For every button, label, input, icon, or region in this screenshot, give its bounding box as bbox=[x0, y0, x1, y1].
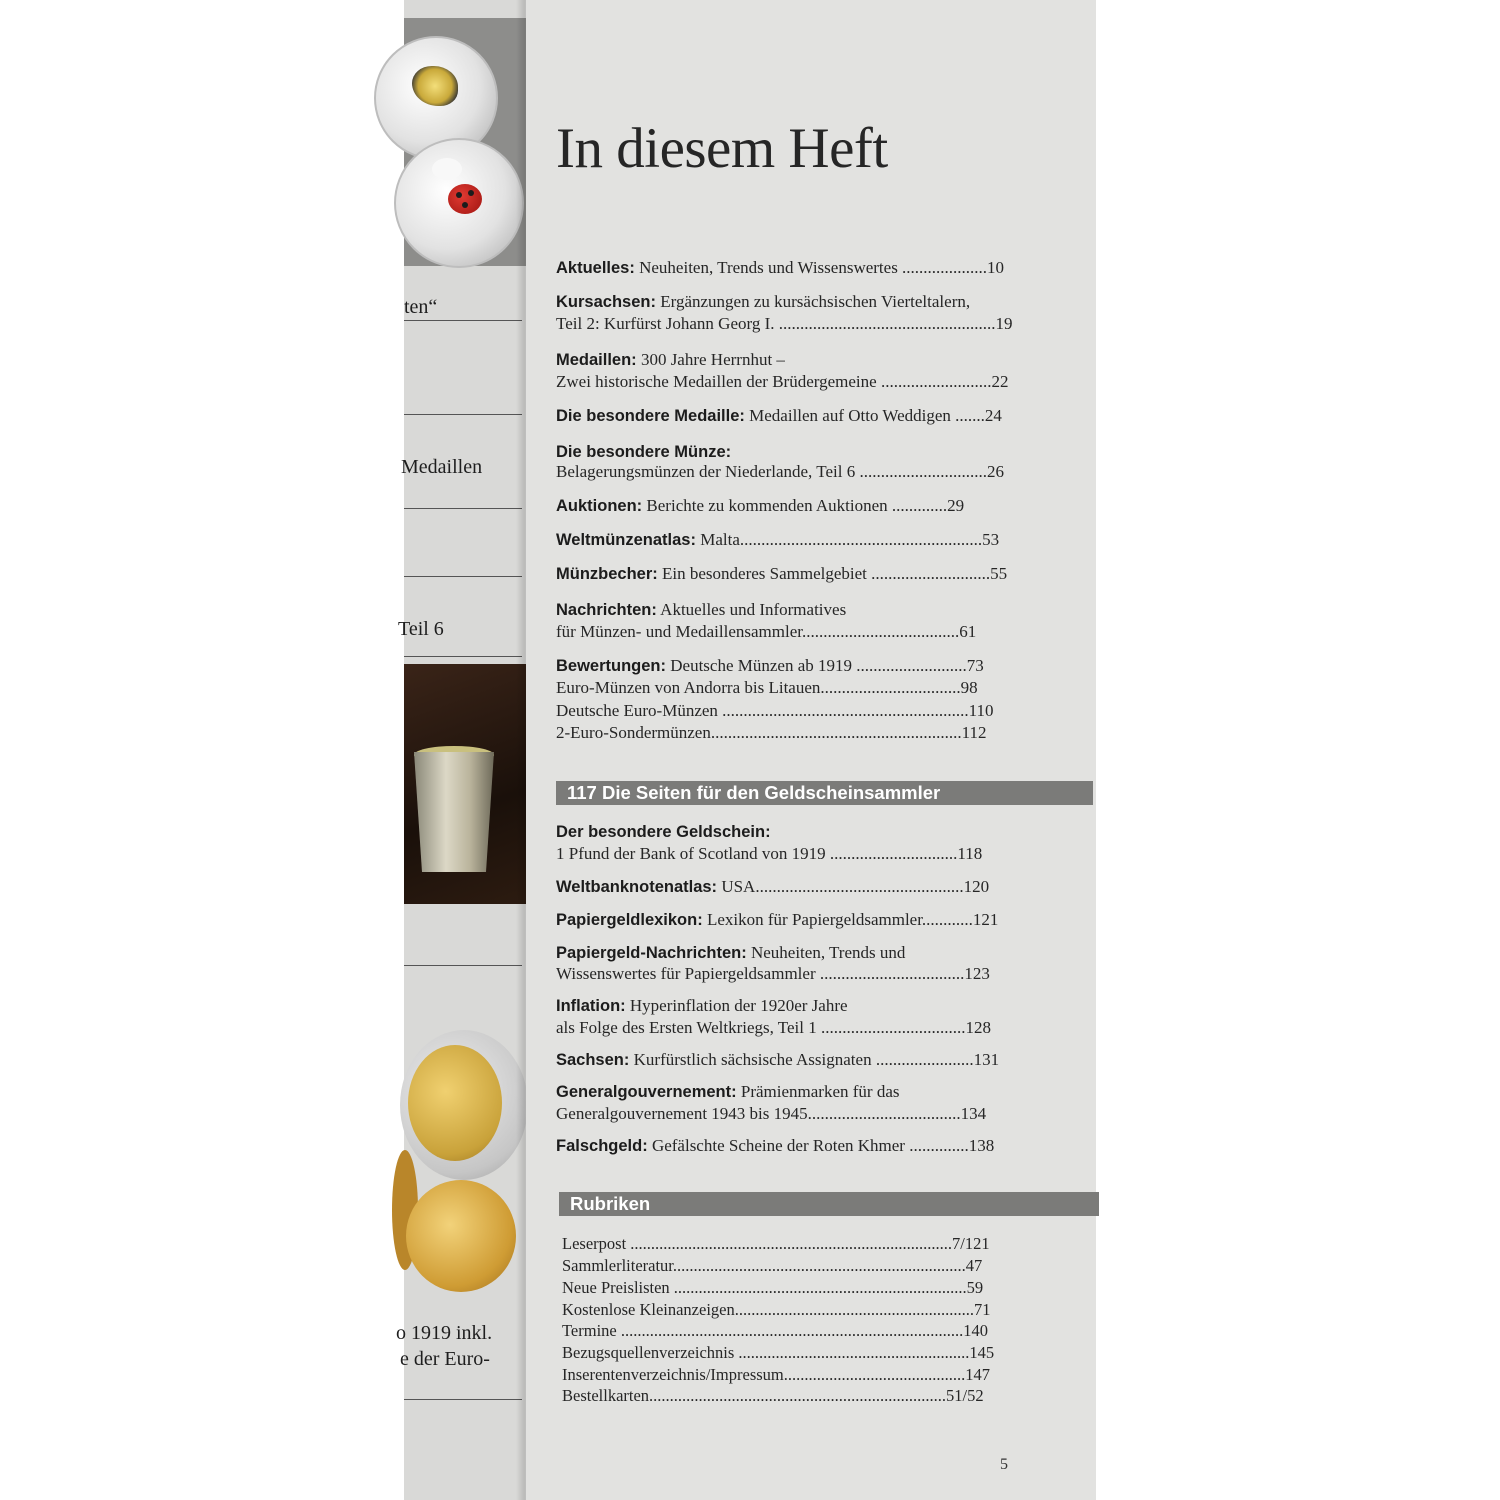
toc-entry-line: als Folge des Ersten Weltkriegs, Teil 1 ..................................128 bbox=[556, 1018, 991, 1037]
rubrik-item: Termine ...................................................................................140 bbox=[562, 1321, 988, 1340]
rubrik-item: Sammlerliteratur.......................................................................47 bbox=[562, 1256, 983, 1275]
rubrik-item: Neue Preislisten .......................................................................59 bbox=[562, 1278, 984, 1297]
toc-entry-line: Belagerungsmünzen der Niederlande, Teil 6 ..............................26 bbox=[556, 462, 1004, 481]
toc-label: Papiergeldlexikon: bbox=[556, 911, 703, 929]
toc-entry bbox=[556, 877, 989, 897]
muenzbecher-photo bbox=[404, 664, 526, 904]
toc-entry bbox=[556, 1050, 999, 1070]
toc-text: Berichte zu kommenden Auktionen .............29 bbox=[646, 496, 965, 515]
section-heading-rubriken: Rubriken bbox=[559, 1192, 1099, 1216]
left-fragment-3: Teil 6 bbox=[398, 618, 444, 640]
toc-entry bbox=[556, 1136, 994, 1156]
toc-label: Sachsen: bbox=[556, 1051, 630, 1069]
toc-entry bbox=[556, 258, 1004, 278]
toc-text: Neuheiten, Trends und bbox=[750, 943, 906, 962]
right-page bbox=[526, 0, 1096, 1500]
toc-text: Gefälschte Scheine der Roten Khmer ..............138 bbox=[651, 1136, 995, 1155]
toc-entry-line: Teil 2: Kurfürst Johann Georg I. ...................................................19 bbox=[556, 314, 1013, 333]
coin-image-box bbox=[404, 18, 526, 266]
toc-text: USA.................................................120 bbox=[721, 877, 990, 896]
left-fragment-2: Medaillen bbox=[401, 456, 483, 478]
ladybug-icon bbox=[448, 184, 482, 214]
toc-entry bbox=[556, 656, 984, 676]
toc-entry bbox=[556, 1082, 900, 1102]
toc-entry bbox=[556, 292, 970, 312]
toc-entry bbox=[556, 350, 785, 370]
toc-label: Falschgeld: bbox=[556, 1137, 648, 1155]
toc-entry bbox=[556, 600, 846, 620]
toc-text: Ein besonderes Sammelgebiet ............................55 bbox=[662, 564, 1008, 583]
divider bbox=[404, 965, 522, 966]
page-number: 5 bbox=[1000, 1456, 1008, 1473]
divider bbox=[404, 320, 522, 321]
toc-entry bbox=[556, 910, 998, 930]
toc-label: Nachrichten: bbox=[556, 601, 657, 619]
toc-entry-line: 1 Pfund der Bank of Scotland von 1919 ..............................118 bbox=[556, 844, 983, 863]
eagle-icon bbox=[408, 1045, 502, 1161]
left-fragment-4: o 1919 inkl. bbox=[396, 1322, 493, 1344]
toc-entry bbox=[556, 496, 964, 516]
gold-coin-image bbox=[406, 1180, 516, 1292]
rubrik-item: Kostenlose Kleinanzeigen..........................................................71 bbox=[562, 1300, 991, 1319]
toc-text: Prämienmarken für das bbox=[740, 1082, 900, 1101]
toc-entry-line: 2-Euro-Sondermünzen...........................................................112 bbox=[556, 723, 987, 742]
toc-entry-line: Zwei historische Medaillen der Brüdergemeine ..........................22 bbox=[556, 372, 1009, 391]
toc-entry bbox=[556, 442, 731, 462]
divider bbox=[404, 656, 522, 657]
toc-entry bbox=[556, 406, 1002, 426]
page-title: In diesem Heft bbox=[556, 117, 888, 180]
toc-entry-line: Euro-Münzen von Andorra bis Litauen.................................98 bbox=[556, 678, 978, 697]
toc-entry bbox=[556, 530, 999, 550]
toc-label: Kursachsen: bbox=[556, 293, 656, 311]
toc-label: Inflation: bbox=[556, 997, 626, 1015]
toc-label: Generalgouvernement: bbox=[556, 1083, 737, 1101]
toc-text: Kurfürstlich sächsische Assignaten .......................131 bbox=[633, 1050, 1000, 1069]
divider bbox=[404, 414, 522, 415]
toc-label: Der besondere Geldschein: bbox=[556, 823, 771, 841]
toc-label: Weltbanknotenatlas: bbox=[556, 878, 718, 896]
toc-entry bbox=[556, 943, 905, 963]
toc-label: Weltmünzenatlas: bbox=[556, 531, 696, 549]
magazine-spread bbox=[396, 0, 1096, 1500]
toc-label: Die besondere Münze: bbox=[556, 443, 732, 461]
toc-label: Papiergeld-Nachrichten: bbox=[556, 944, 747, 962]
toc-entry bbox=[556, 996, 848, 1016]
rubrik-item: Bezugsquellenverzeichnis ........................................................145 bbox=[562, 1343, 995, 1362]
toc-label: Die besondere Medaille: bbox=[556, 407, 745, 425]
toc-entry-line: für Münzen- und Medaillensammler.....................................61 bbox=[556, 622, 977, 641]
rubrik-item: Bestellkarten........................................................................51/52 bbox=[562, 1386, 984, 1405]
flower-icon bbox=[432, 158, 462, 180]
toc-text: 300 Jahre Herrnhut – bbox=[640, 350, 785, 369]
toc-label: Medaillen: bbox=[556, 351, 637, 369]
toc-text: Neuheiten, Trends und Wissenswertes ....................10 bbox=[639, 258, 1005, 277]
toc-entry-line: Deutsche Euro-Münzen ..........................................................110 bbox=[556, 701, 994, 720]
toc-label: Bewertungen: bbox=[556, 657, 667, 675]
rubrik-item: Inserentenverzeichnis/Impressum............................................147 bbox=[562, 1365, 991, 1384]
rubrik-item: Leserpost ..............................................................................7/121 bbox=[562, 1234, 990, 1253]
left-fragment-5: e der Euro- bbox=[400, 1348, 490, 1370]
toc-text: Malta.........................................................53 bbox=[700, 530, 1000, 549]
toc-text: Aktuelles und Informatives bbox=[660, 600, 847, 619]
toc-text: Deutsche Münzen ab 1919 ..........................73 bbox=[670, 656, 984, 675]
left-fragment-1: ten“ bbox=[404, 296, 438, 318]
toc-text: Medaillen auf Otto Weddigen .......24 bbox=[749, 406, 1002, 425]
toc-text: Hyperinflation der 1920er Jahre bbox=[629, 996, 848, 1015]
silver-cup-image bbox=[414, 752, 494, 872]
divider bbox=[404, 1399, 522, 1400]
left-page bbox=[396, 0, 526, 1500]
toc-entry-line: Wissenswertes für Papiergeldsammler ..................................123 bbox=[556, 964, 990, 983]
toc-label: Auktionen: bbox=[556, 497, 643, 515]
toc-label: Aktuelles: bbox=[556, 259, 635, 277]
toc-text: Ergänzungen zu kursächsischen Vierteltalern, bbox=[660, 292, 971, 311]
toc-entry bbox=[556, 822, 771, 842]
section-heading-geldschein: 117 Die Seiten für den Geldscheinsammler bbox=[556, 781, 1093, 805]
divider bbox=[404, 508, 522, 509]
toc-entry bbox=[556, 564, 1007, 584]
toc-text: Lexikon für Papiergeldsammler............121 bbox=[706, 910, 999, 929]
toc-entry-line: Generalgouvernement 1943 bis 1945....................................134 bbox=[556, 1104, 987, 1123]
toc-label: Münzbecher: bbox=[556, 565, 658, 583]
divider bbox=[404, 576, 522, 577]
